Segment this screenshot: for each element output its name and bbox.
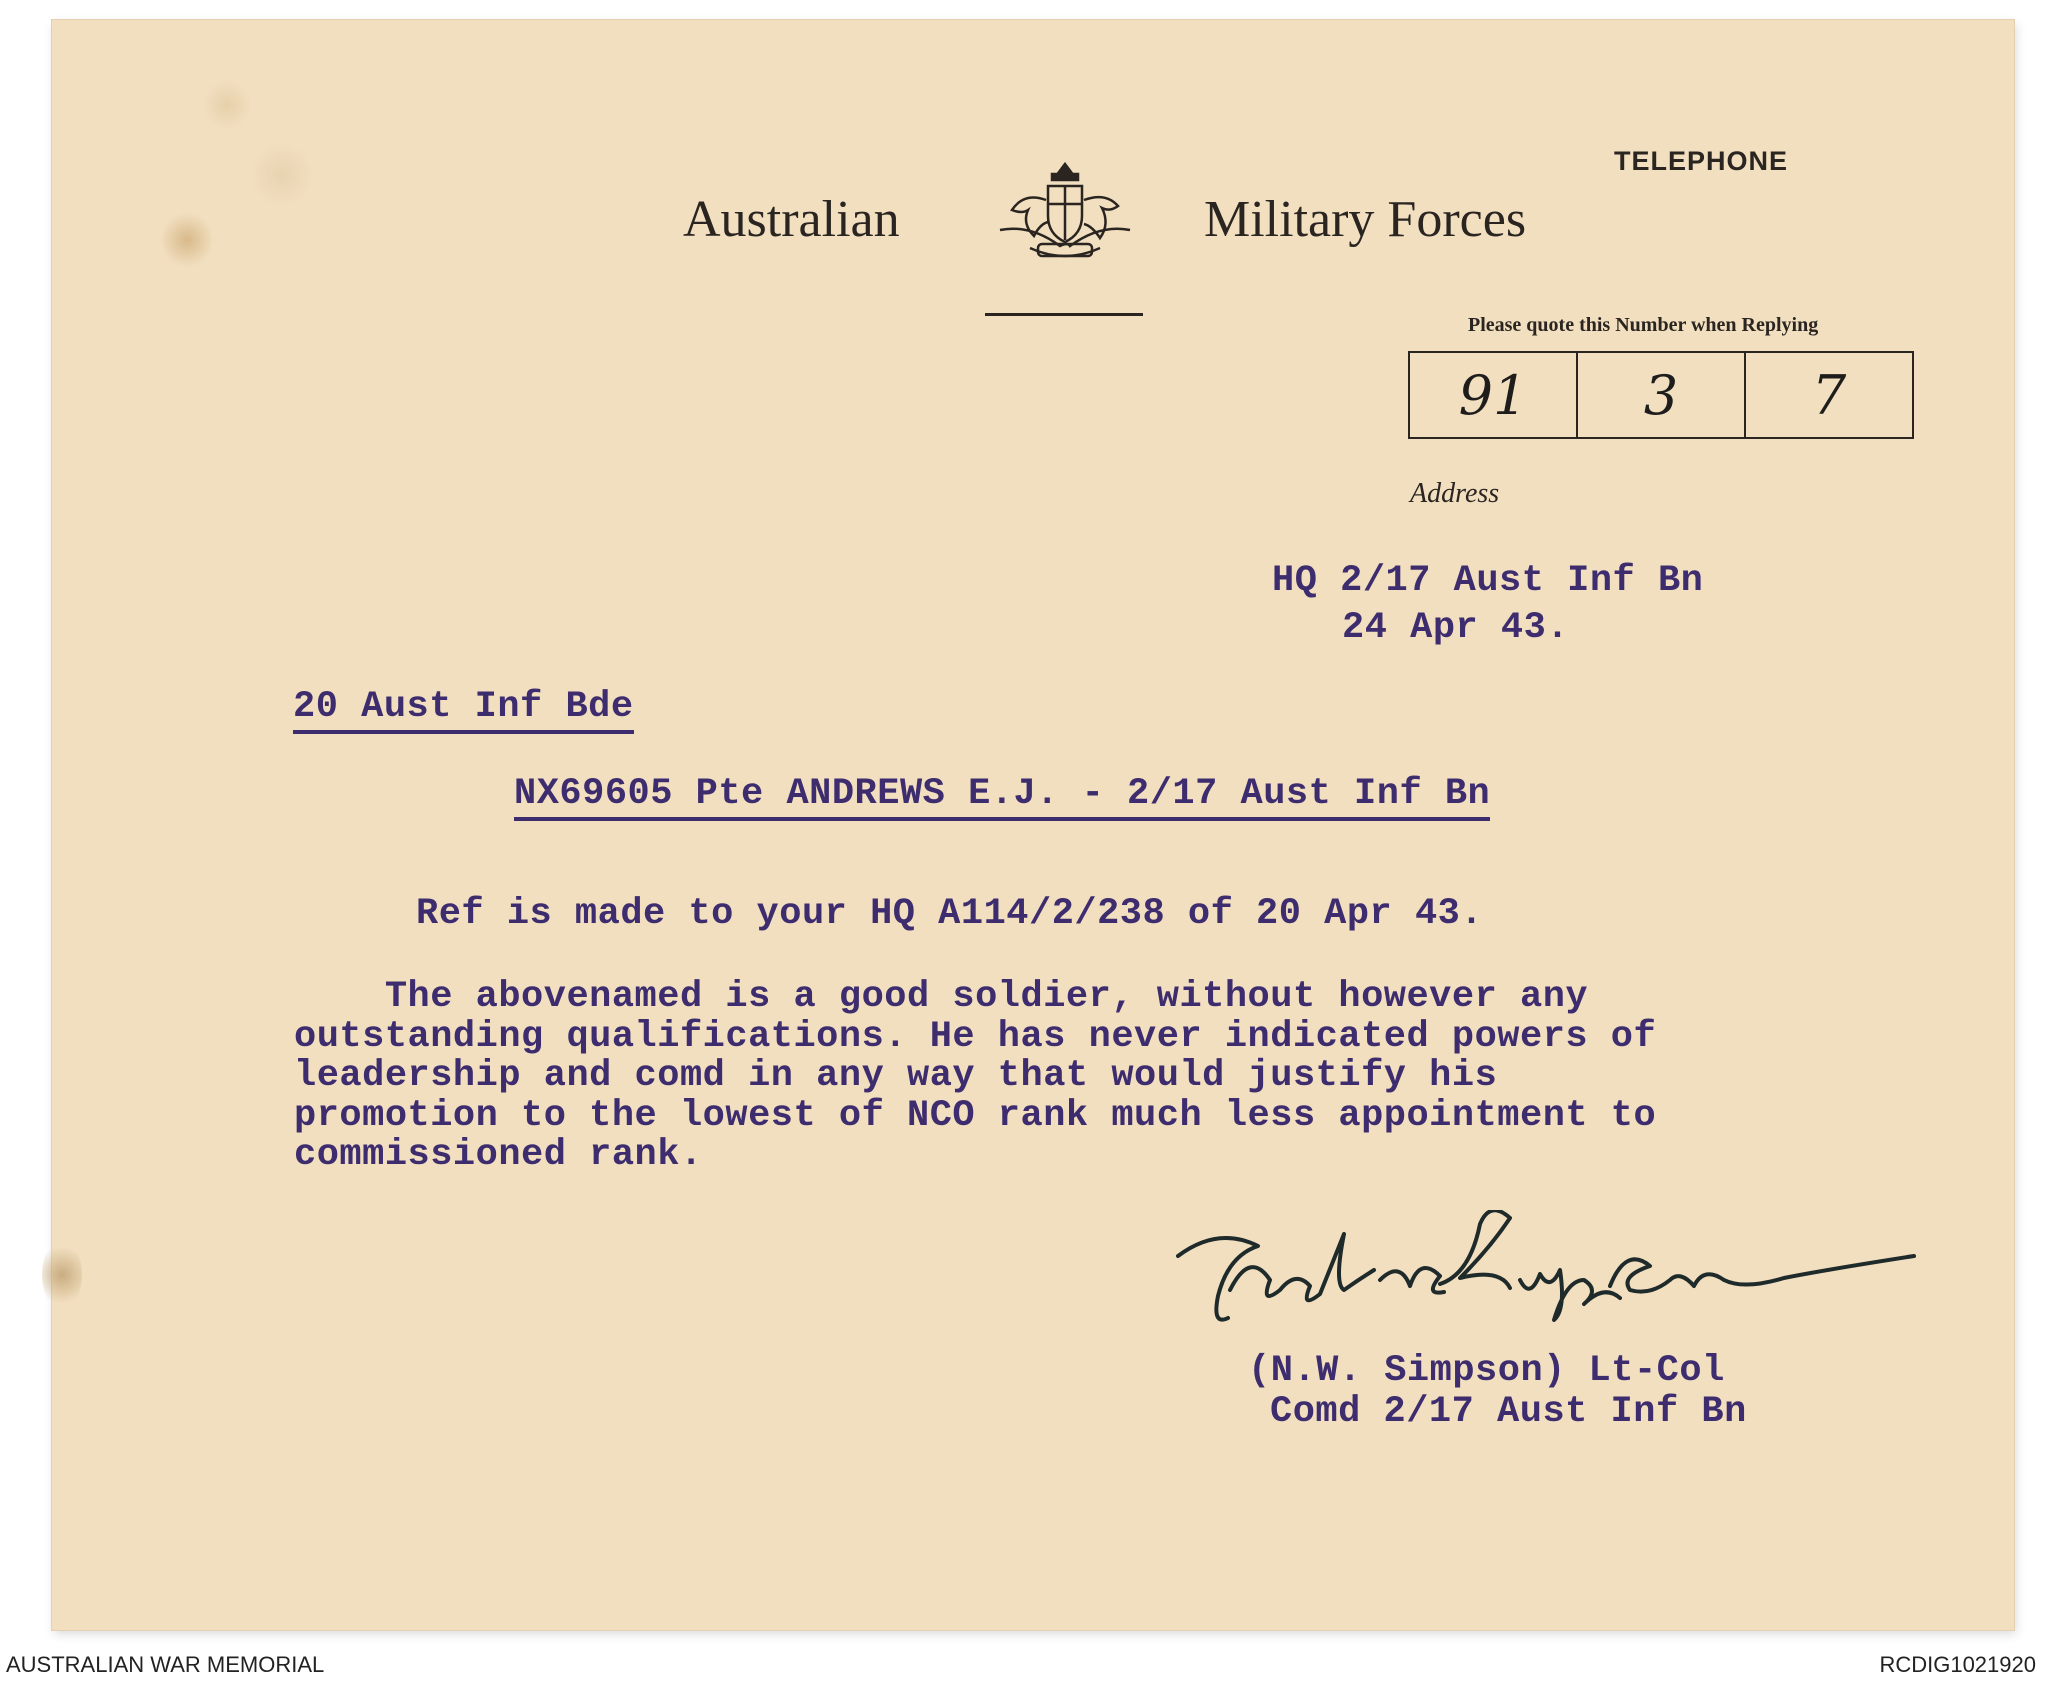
quote-number-label: Please quote this Number when Replying xyxy=(1468,314,1819,336)
signatory-title-line: Comd 2/17 Aust Inf Bn xyxy=(1270,1391,1747,1433)
coat-of-arms-icon xyxy=(990,160,1140,270)
address-label: Address xyxy=(1410,478,1500,509)
reference-number-cell: 7 xyxy=(1811,363,1847,427)
footer-source-label: AUSTRALIAN WAR MEMORIAL xyxy=(6,1652,325,1677)
signatory-name-line: (N.W. Simpson) Lt-Col xyxy=(1248,1350,1725,1392)
reference-number-cell: 3 xyxy=(1578,353,1746,437)
letterhead-right-title: Military Forces xyxy=(1204,191,1527,248)
pin-hole-stain xyxy=(252,140,312,210)
sender-address-line1: HQ 2/17 Aust Inf Bn xyxy=(1272,560,1704,602)
handwritten-signature xyxy=(1170,1210,1930,1340)
footer-record-id: RCDIG1021920 xyxy=(1879,1652,2036,1677)
pin-hole-stain xyxy=(162,210,212,270)
telephone-label: TELEPHONE xyxy=(1614,146,1789,176)
body-line: promotion to the lowest of NCO rank much less appointment to xyxy=(294,1095,1657,1137)
body-line: The abovenamed is a good soldier, without however any xyxy=(294,976,1589,1018)
subject-line: NX69605 Pte ANDREWS E.J. - 2/17 Aust Inf Bn xyxy=(514,773,1490,821)
edge-stain xyxy=(42,1240,82,1310)
body-line: commissioned rank. xyxy=(294,1134,703,1176)
recipient-line: 20 Aust Inf Bde xyxy=(293,686,634,734)
pin-hole-stain xyxy=(202,80,252,130)
sender-address-date: 24 Apr 43. xyxy=(1342,607,1570,649)
letterhead-divider xyxy=(985,313,1143,316)
reference-number-box xyxy=(1408,351,1914,439)
body-paragraph-reference: Ref is made to your HQ A114/2/238 of 20 Apr 43. xyxy=(416,893,1484,935)
letterhead-left-title: Australian xyxy=(683,191,900,248)
body-line: leadership and comd in any way that would justify his xyxy=(294,1055,1498,1097)
body-line: outstanding qualifications. He has never indicated powers of xyxy=(294,1016,1657,1058)
reference-number-cell: 91 xyxy=(1410,353,1578,437)
